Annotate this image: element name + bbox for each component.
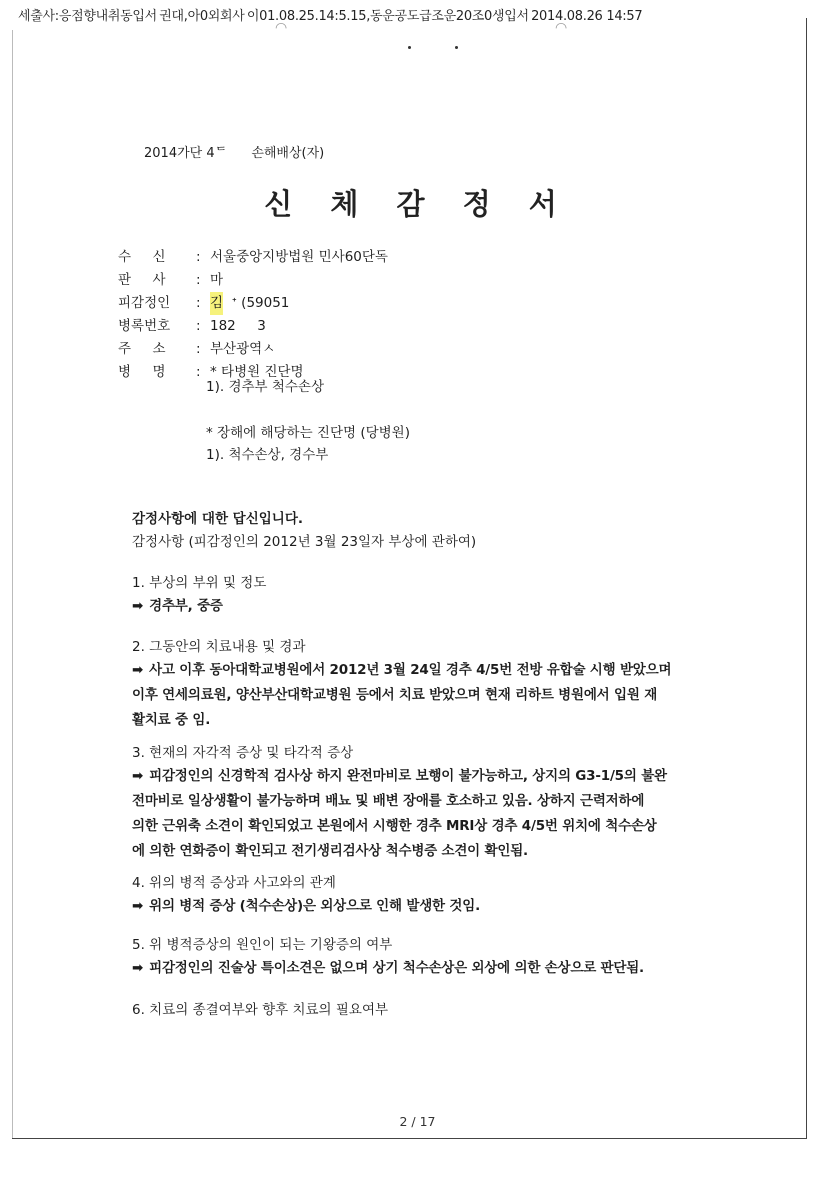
colon: :: [196, 249, 201, 265]
scan-artifact-mark: ◠: [275, 20, 288, 36]
arrow-icon: ➡: [132, 598, 144, 614]
section-4: [132, 872, 722, 919]
address-row: [118, 338, 388, 361]
case-line: [144, 142, 324, 161]
page-number: 2 / 17: [399, 1114, 436, 1129]
address-label: 주 소: [118, 341, 166, 357]
disability-diagnosis: 1). 척수손상, 경수부: [206, 447, 329, 463]
recipient-label: 수 신: [118, 249, 166, 265]
recipient-value: 서울중앙지방법원 민사60단독: [210, 249, 388, 265]
judge-value: 마: [210, 272, 224, 288]
colon: :: [196, 295, 201, 311]
judge-label: 판 사: [118, 272, 166, 288]
subject-label: 피감정인: [118, 295, 171, 311]
section-title: 3. 현재의 자각적 증상 및 타각적 증상: [132, 745, 354, 761]
section-line: 이후 연세의료원, 양산부산대학교병원 등에서 치료 받았으며 현재 리하트 병원에서 입원 재: [132, 687, 658, 703]
section-6: [132, 999, 722, 1021]
arrow-icon: ➡: [132, 960, 144, 976]
scan-artifact-dot: [455, 46, 458, 49]
section-line: ➡ 피감정인의 진술상 특이소견은 없으며 상기 척수손상은 외상에 의한 손상으로 판단됨.: [132, 960, 644, 976]
arrow-icon: ➡: [132, 662, 144, 678]
address-value: 부산광역ㅅ: [210, 341, 276, 357]
section-line: ➡ 위의 병적 증상 (척수손상)은 외상으로 인해 발생한 것임.: [132, 898, 480, 914]
case-number: 2014가단 4ᄃ: [144, 146, 228, 161]
section-title: 6. 치료의 종결여부와 향후 치료의 필요여부: [132, 1002, 389, 1018]
disease-label: 병 명: [118, 364, 166, 380]
fax-header: 세출사:응점향내취동입서 권대,아0외회사 이01.08.25.14:5.15,동운공도급조운20조0생입서 2014.08.26 14:57: [18, 9, 643, 24]
section-line: 전마비로 일상생활이 불가능하며 배뇨 및 배변 장애를 호소하고 있음. 상하지 근력저하에: [132, 793, 645, 809]
other-hospital-diagnosis: 1). 경추부 척수손상: [206, 379, 325, 395]
section-line: 에 의한 연화증이 확인되고 전기생리검사상 척수병증 소견이 확인됨.: [132, 843, 528, 859]
judge-row: [118, 269, 388, 292]
section-title: 4. 위의 병적 증상과 사고와의 관계: [132, 875, 336, 891]
scan-artifact-dot: [408, 46, 411, 49]
colon: :: [196, 272, 201, 288]
arrow-icon: ➡: [132, 898, 144, 914]
case-type: 손해배상(자): [251, 146, 325, 161]
colon: :: [196, 341, 201, 357]
section-title: 2. 그동안의 치료내용 및 경과: [132, 639, 306, 655]
disease-value: * 타병원 진단명: [210, 364, 304, 380]
colon: :: [196, 318, 201, 334]
answer-subject: 감정사항 (피감정인의 2012년 3월 23일자 부상에 관하여): [132, 534, 477, 550]
section-1: [132, 572, 722, 619]
section-line: ➡ 피감정인의 신경학적 검사상 하지 완전마비로 보행이 불가능하고, 상지의 G3-1/5의 불완: [132, 768, 667, 784]
scan-artifact-mark: ◠: [555, 20, 568, 36]
section-3: [132, 742, 722, 864]
subject-name: 김: [210, 292, 223, 315]
disability-heading: * 장해에 해당하는 진단명 (당병원): [206, 425, 410, 441]
section-line: 의한 근위축 소견이 확인되었고 본원에서 시행한 경추 MRI상 경추 4/5번 위치에 척수손상: [132, 818, 657, 834]
section-title: 1. 부상의 부위 및 정도: [132, 575, 267, 591]
section-title: 5. 위 병적증상의 원인이 되는 기왕증의 여부: [132, 937, 393, 953]
section-line: 활치료 중 임.: [132, 712, 211, 728]
section-2: [132, 636, 722, 733]
record-label: 병록번호: [118, 318, 171, 334]
document-title: 신 체 감 정 서: [264, 187, 571, 221]
answer-intro: 감정사항에 대한 답신입니다.: [132, 511, 304, 527]
record-row: [118, 315, 388, 338]
scan-border-bottom: [12, 1138, 807, 1139]
record-value: 182 3: [210, 318, 266, 334]
arrow-icon: ➡: [132, 768, 144, 784]
section-line: ➡ 사고 이후 동아대학교병원에서 2012년 3월 24일 경추 4/5번 전방 유합술 시행 받았으며: [132, 662, 672, 678]
info-block: [118, 246, 388, 384]
colon: :: [196, 364, 201, 380]
recipient-row: [118, 246, 388, 269]
section-5: [132, 934, 722, 981]
subject-id: ᐩ (59051: [223, 295, 290, 311]
section-line: ➡ 경추부, 중증: [132, 598, 223, 614]
subject-row: [118, 292, 388, 315]
